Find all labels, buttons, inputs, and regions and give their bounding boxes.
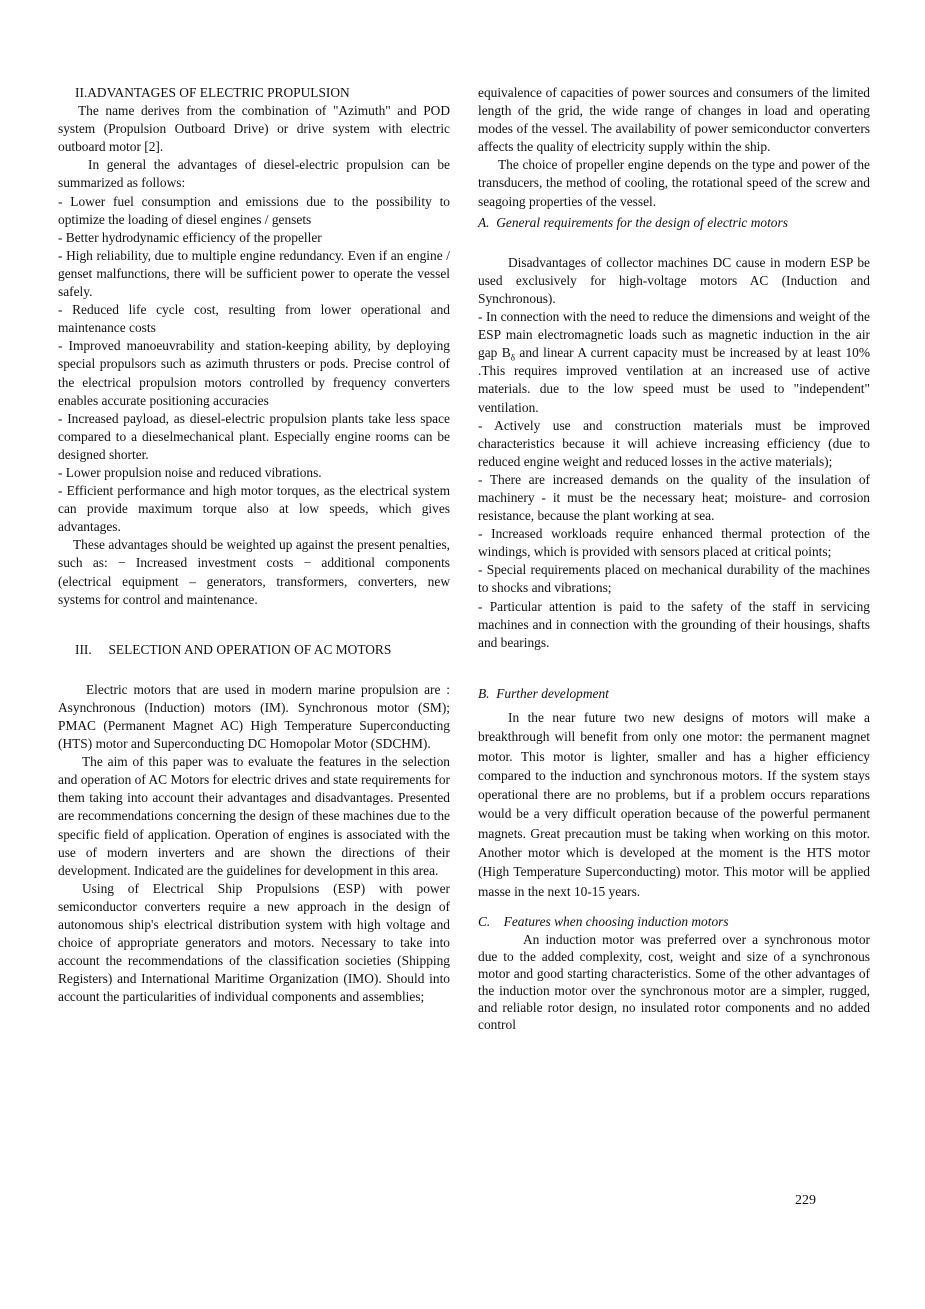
bullet-text: - In connection with the need to reduce the dimensions and weight of the ESP main electromagnetic loads such as magnetic induction in the air gap B	[478, 309, 870, 361]
bullet-item: - Increased payload, as diesel-electric propulsion plants take less space compared to a dieselmechanical plant. Especially engine rooms can be designed shorter.	[58, 410, 450, 462]
paragraph: The choice of propeller engine depends on the type and power of the transducers, the method of cooling, the rotational speed of the screw and seagoing properties of the vessel.	[478, 157, 870, 209]
bullet-item: - Reduced life cycle cost, resulting from lower operational and maintenance costs	[58, 302, 450, 336]
bullet-item: - Lower fuel consumption and emissions due to the possibility to optimize the loading of diesel engines / gensets	[58, 193, 450, 227]
bullet-item: - Particular attention is paid to the safety of the staff in servicing machines and in connection with the grounding of their housings, shafts and bearings.	[478, 598, 870, 650]
paragraph: An induction motor was preferred over a synchronous motor due to the added complexity, cost, weight and size of a synchronous motor and good starting characteristics. Some of the other advantages of the induction motor over the synchronous motor are a simpler, rugged, and reliable rotor design, no insulated rotor components and no added control	[478, 931, 870, 1032]
bullet-item: - Actively use and construction materials must be improved characteristics because it will achieve increasing efficiency (due to reduced engine weight and reduced losses in the active materials);	[478, 417, 870, 469]
subsection-heading-a: A. General requirements for the design of electric motors	[478, 214, 788, 230]
right-column	[478, 84, 870, 1033]
paragraph: The name derives from the combination of "Azimuth" and POD system (Propulsion Outboard Drive) or drive system with electric outboard motor [2].	[58, 103, 450, 155]
paragraph: Disadvantages of collector machines DC cause in modern ESP be used exclusively for high-voltage motors AC (Induction and Synchronous).	[478, 254, 870, 306]
page-number: 229	[795, 1193, 816, 1208]
section-heading-selection: III. SELECTION AND OPERATION OF AC MOTORS	[75, 641, 392, 657]
bullet-item	[478, 308, 870, 417]
bullet-item: - High reliability, due to multiple engine redundancy. Even if an engine / genset malfunctions, there will be sufficient power to operate the vessel safely.	[58, 247, 450, 300]
bullet-item: - There are increased demands on the quality of the insulation of machinery - it must be the necessary heat; moisture- and corrosion resistance, because the plant working at sea.	[478, 471, 870, 524]
left-column	[58, 84, 450, 1007]
paragraph: In the near future two new designs of motors will make a breakthrough will benefit from only one motor: the permanent magnet motor. This motor is lighter, smaller and has a higher efficiency compared to the induction and synchronous motors. If the system stays operational there are no problems, but if a problem occurs reparations would be a very difficult operation because of the powerful permanent magnets. Great precaution must be taking when working on this motor. Another motor which is developed at the moment is the HTS motor (High Temperature Superconducting) motor. This motor will be applied masse in the next 10-15 years.	[478, 709, 870, 899]
paragraph: These advantages should be weighted up against the present penalties, such as: − Increased investment costs − additional components (electrical equipment – generators, transformers, converters, new systems for control and maintenance.	[58, 537, 450, 607]
paragraph: Electric motors that are used in modern marine propulsion are : Asynchronous (Induction) motors (IM). Synchronous motor (SM); PMAC (Permanent Magnet AC) High Temperature Superconducting (HTS) motor and Superconducting DC Homopolar Motor (SDCHM).	[58, 681, 450, 752]
bullet-item: - Special requirements placed on mechanical durability of the machines to shocks and vibrations;	[478, 562, 870, 596]
paragraph: Using of Electrical Ship Propulsions (ESP) with power semiconductor converters require a new approach in the design of autonomous ship's electrical distribution system with high voltage and choice of appropriate generators and motors. Necessary to take into account the recommendations of the classification societies (Shipping Registers) and International Maritime Organization (IMO). Should into account the particularities of individual components and assemblies;	[58, 880, 450, 1005]
paragraph: The aim of this paper was to evaluate the features in the selection and operation of AC Motors for electric drives and state requirements for them taking into account their advantages and disadvantages. Presented are recommendations concerning the design of these machines due to the specific field of application. Operation of engines is associated with the use of modern inverters and are shown the directions of their development. Indicated are the guidelines for development in this area.	[58, 754, 450, 878]
bullet-text: and linear A current capacity must be increased by at least 10% .This requires improved ventilation at an increased use of active materials. due to the low speed must be used to "independent" ventilation.	[478, 345, 870, 415]
bullet-item: - Efficient performance and high motor torques, as the electrical system can provide maximum torque also at low speeds, which gives advantages.	[58, 483, 450, 535]
bullet-item: - Improved manoeuvrability and station-keeping ability, by deploying special propulsors such as azimuth thrusters or pods. Precise control of the electrical propulsion motors controlled by frequency converters enables accurate positioning accuracies	[58, 338, 450, 408]
paragraph: equivalence of capacities of power sources and consumers of the limited length of the grid, the wide range of changes in load and operating modes of the vessel. The availability of power semiconductor converters affects the quality of electricity supply within the ship.	[478, 85, 870, 155]
bullet-item: - Increased workloads require enhanced thermal protection of the windings, which is provided with sensors placed at critical points;	[478, 526, 870, 560]
subsection-heading-b: B. Further development	[478, 685, 609, 701]
bullet-item: - Better hydrodynamic efficiency of the propeller	[58, 229, 322, 245]
subscript-delta: δ	[510, 352, 515, 363]
section-heading-advantages: II.ADVANTAGES OF ELECTRIC PROPULSION	[75, 85, 350, 100]
subsection-heading-c: C. Features when choosing induction motors	[478, 913, 729, 929]
bullet-item: - Lower propulsion noise and reduced vibrations.	[58, 464, 322, 480]
paragraph: In general the advantages of diesel-electric propulsion can be summarized as follows:	[58, 157, 450, 191]
